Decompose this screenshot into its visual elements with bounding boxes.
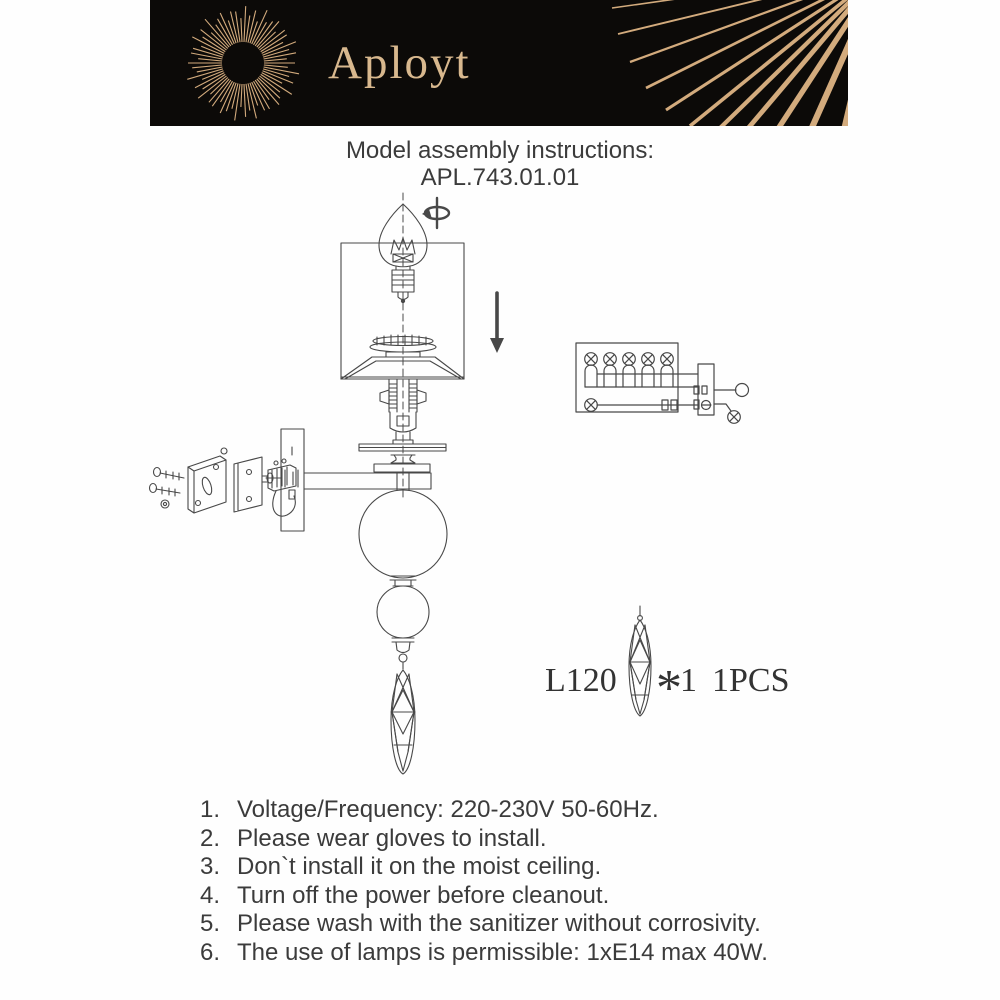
instruction-item (200, 796, 860, 825)
instruction-item (200, 910, 860, 939)
wiring-diagram (576, 343, 749, 423)
mounting-hardware-drawing (150, 448, 263, 513)
instruction-item (200, 882, 860, 911)
crystal-spec (545, 606, 790, 717)
instruction-text: Please wash with the sanitizer without corrosivity. (237, 910, 761, 937)
instruction-text: Voltage/Frequency: 220-230V 50-60Hz. (237, 796, 659, 823)
page-title: Model assembly instructions: (345, 137, 655, 164)
instruction-text: Turn off the power before cleanout. (237, 881, 610, 909)
instruction-item (200, 939, 860, 968)
instruction-number: 2. (200, 824, 221, 852)
instruction-number: 6. (200, 938, 221, 966)
instructions-list (200, 796, 860, 967)
lamp-symbols-row (585, 353, 674, 387)
terminal-block-symbol (694, 364, 714, 415)
crystal-pieces-label: 1PCS (712, 662, 790, 699)
instruction-number: 4. (200, 881, 221, 909)
instruction-text: Don`t install it on the moist ceiling. (237, 853, 602, 880)
down-arrow-icon (490, 293, 504, 353)
instruction-text: The use of lamps is permissible: 1xE14 max 40W. (237, 938, 768, 966)
crystal-qty-star: * (656, 660, 682, 717)
instruction-number: 1. (200, 796, 221, 823)
instruction-text: Please wear gloves to install. (237, 824, 547, 852)
crystal-qty-count: 1 (680, 662, 697, 699)
lamp-body-drawing (359, 490, 447, 669)
model-number: APL.743.01.01 (420, 164, 580, 191)
instruction-item (200, 853, 860, 882)
instruction-number: 5. (200, 910, 221, 937)
crystal-pendant-drawing (391, 670, 415, 774)
instruction-item (200, 825, 860, 854)
instruction-number: 3. (200, 853, 221, 880)
rotation-arrow-icon (422, 198, 449, 228)
crystal-code-label: L120 (545, 662, 617, 699)
brand-logo-text: Aployt (328, 37, 471, 89)
